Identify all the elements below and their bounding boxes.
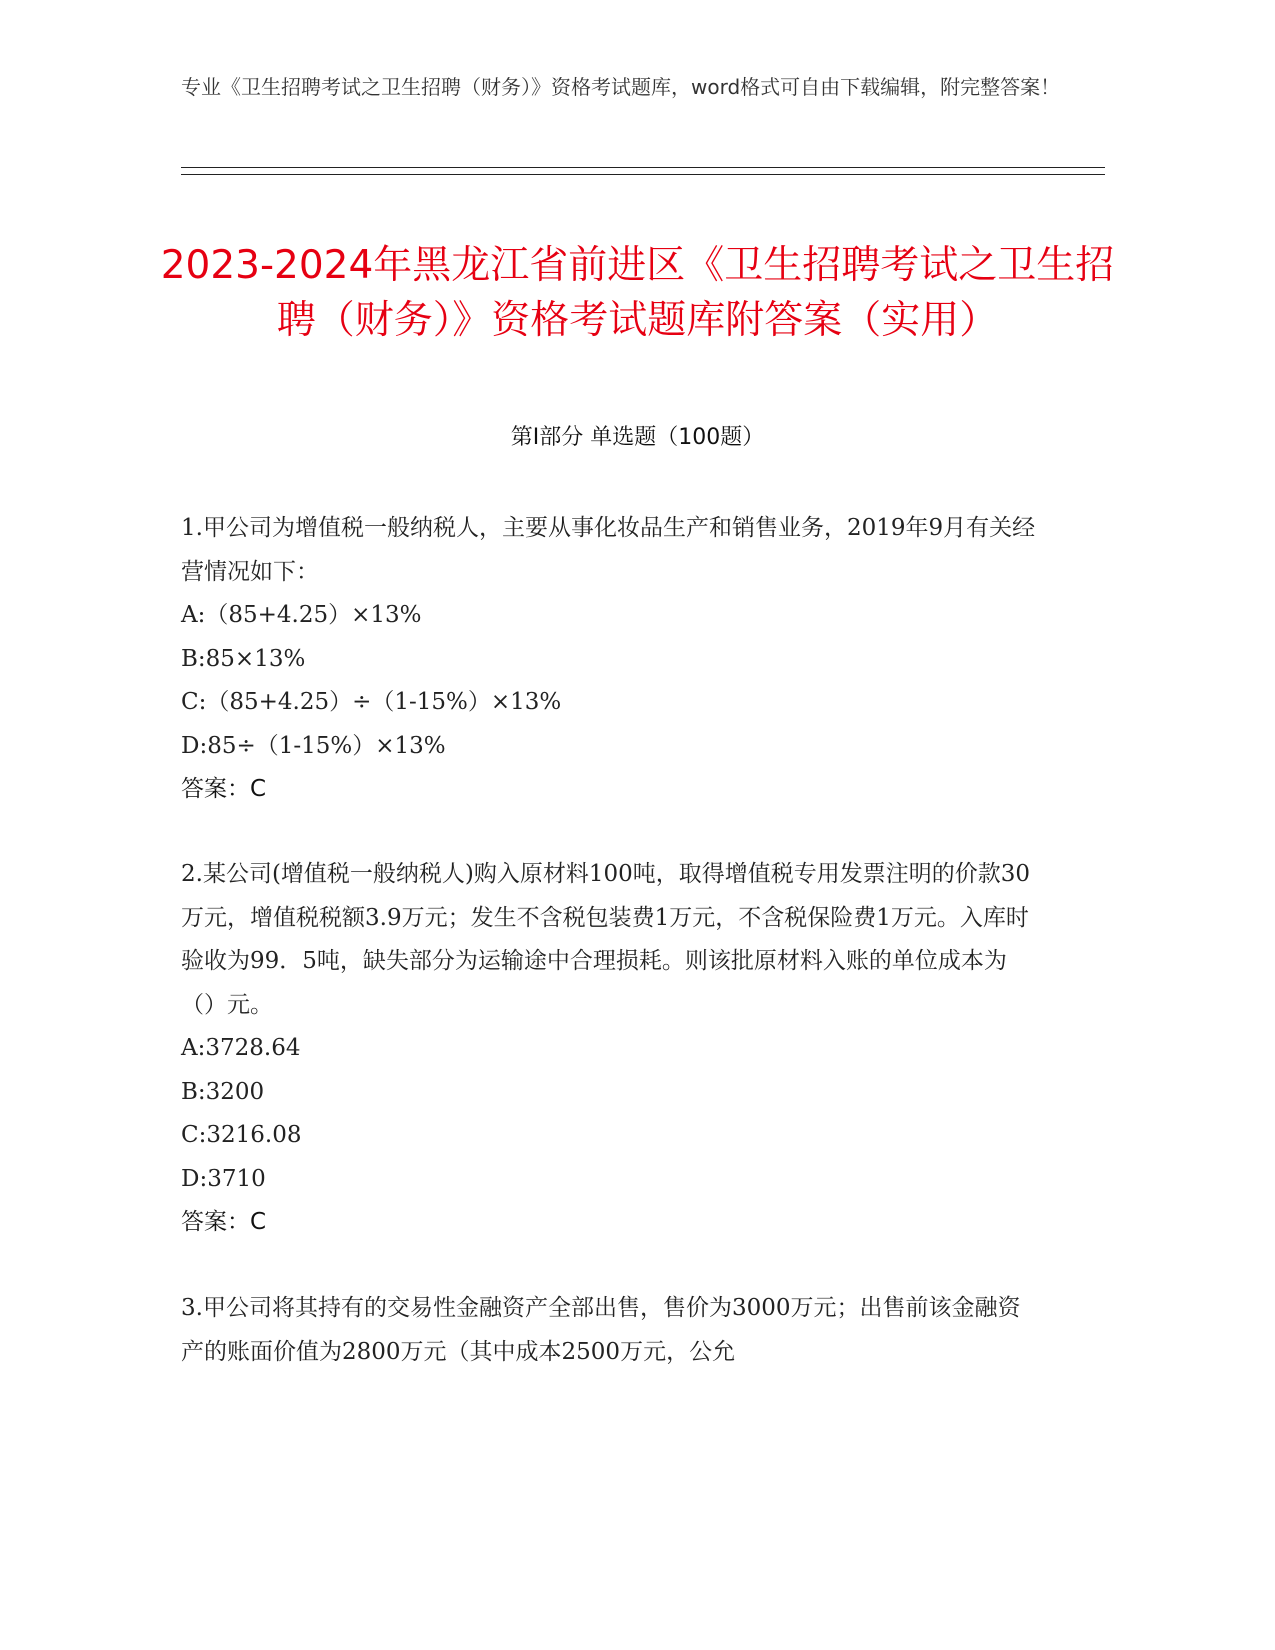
question-item [181,1287,1041,1374]
section-heading: 第Ⅰ部分 单选题（100题） [510,425,765,450]
question-stem: 3.甲公司将其持有的交易性金融资产全部出售，售价为3000万元；出售前该金融资产的账面价值为2800万元（其中成本2500万元，公允 [181,1295,1021,1365]
option-b: B:85×13% [181,645,306,672]
option-c: C:3216.08 [181,1122,302,1148]
header-divider [181,167,1105,168]
option-a: A:（85+4.25）×13% [181,602,422,628]
question-stem: 2.某公司(增值税一般纳税人)购入原材料100吨，取得增值税专用发票注明的价款30万元，增值税税额3.9万元；发生不含税包装费1万元，不含税保险费1万元。入库时验收为99．5吨，缺失部分为运输途中合理损耗。则该批原材料入账的单位成本为（）元。 [181,861,1031,1018]
question-stem: 1.甲公司为增值税一般纳税人，主要从事化妆品生产和销售业务，2019年9月有关经营情况如下： [181,515,1036,585]
option-c: C:（85+4.25）÷（1-15%）×13% [181,689,562,715]
header-divider-secondary [181,174,1105,175]
header-note: 专业《卫生招聘考试之卫生招聘（财务）》资格考试题库，word格式可自由下载编辑，附完整答案！ [181,75,1061,99]
question-item [181,507,1041,812]
option-d: D:85÷（1-15%）×13% [181,732,446,759]
question-item [181,853,1041,1245]
option-b: B:3200 [181,1078,265,1105]
option-a: A:3728.64 [181,1035,301,1061]
answer-line: 答案：C [181,1209,267,1235]
document-title: 2023-2024年黑龙江省前进区《卫生招聘考试之卫生招聘（财务）》资格考试题库附答案（实用） [160,243,1115,344]
answer-line: 答案：C [181,776,267,802]
option-d: D:3710 [181,1165,266,1192]
